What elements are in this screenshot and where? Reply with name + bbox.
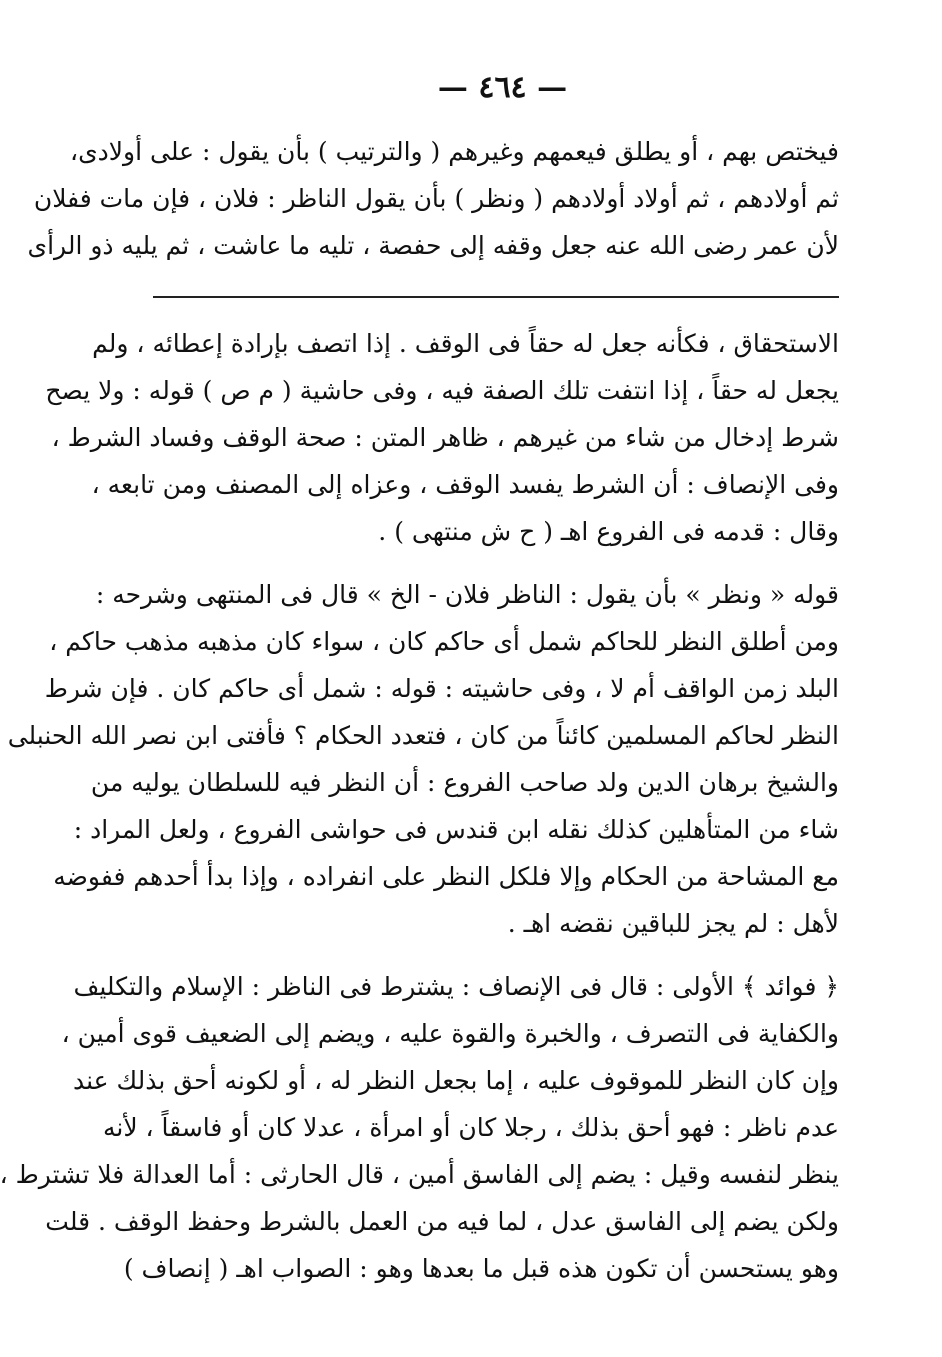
paragraph-gap	[161, 555, 839, 571]
footnote-paragraph	[7, 571, 839, 947]
footnote-line: والشيخ برهان الدين ولد صاحب الفروع : أن النظر فيه للسلطان يوليه من	[90, 768, 839, 797]
footnote-line: وإن كان النظر للموقوف عليه ، إما بجعل النظر له ، أو لكونه أحق بذلك عند	[73, 1066, 839, 1095]
footnote-line: يجعل له حقاً ، إذا انتفت تلك الصفة فيه ، وفى حاشية ( م ص ) قوله : ولا يصح	[45, 376, 839, 405]
footnote-line: ﴿ فوائد ﴾ الأولى : قال فى الإنصاف : يشترط فى الناظر : الإسلام والتكليف	[73, 972, 839, 1001]
footnote-paragraph	[45, 320, 839, 555]
main-text-line: فيختص بهم ، أو يطلق فيعمهم وغيرهم ( والترتيب ) بأن يقول : على أولادى،	[70, 137, 839, 166]
footnote-line: البلد زمن الواقف أم لا ، وفى حاشيته : قوله : شمل أى حاكم كان . فإن شرط	[44, 674, 839, 703]
main-text-line: ثم أولادهم ، ثم أولاد أولادهم ( ونظر ) بأن يقول الناظر : فلان ، فإن مات ففلان	[33, 184, 839, 213]
main-text-line: لأن عمر رضى الله عنه جعل وقفه إلى حفصة ، تليه ما عاشت ، ثم يليه ذو الرأى	[27, 231, 839, 260]
footnote-line: الاستحقاق ، فكأنه جعل له حقاً فى الوقف . إذا اتصف بإرادة إعطائه ، ولم	[92, 329, 839, 358]
footnote-line: مع المشاحة من الحكام وإلا فلكل النظر على انفراده ، وإذا بدأ أحدهم ففوضه	[53, 862, 839, 891]
footnote-line: النظر لحاكم المسلمين كائناً من كان ، فتعدد الحكام ؟ فأفتى ابن نصر الله الحنبلى	[7, 721, 839, 750]
footnote-paragraph	[0, 963, 839, 1292]
footnote-divider	[153, 296, 839, 298]
footnotes-block	[0, 320, 839, 1292]
footnote-line: والكفاية فى التصرف ، والخبرة والقوة عليه ، ويضم إلى الضعيف قوى أمين ،	[61, 1019, 839, 1048]
footnote-line: وهو يستحسن أن تكون هذه قبل ما بعدها وهو : الصواب اهـ ( إنصاف )	[123, 1254, 839, 1283]
footnote-line: ينظر لنفسه وقيل : يضم إلى الفاسق أمين ، قال الحارثى : أما العدالة فلا تشترط ،	[0, 1160, 839, 1189]
main-text-block	[27, 128, 839, 269]
footnote-line: قوله « ونظر » بأن يقول : الناظر فلان - الخ » قال فى المنتهى وشرحه :	[95, 580, 839, 609]
footnote-line: لأهل : لم يجز للباقين نقضه اهـ .	[507, 909, 839, 938]
footnote-line: ومن أطلق النظر للحاكم شمل أى حاكم كان ، سواء كان مذهبه مذهب حاكم ،	[49, 627, 839, 656]
footnote-line: ولكن يضم إلى الفاسق عدل ، لما فيه من العمل بالشرط وحفظ الوقف . قلت	[45, 1207, 839, 1236]
footnote-line: شرط إدخال من شاء من غيرهم ، ظاهر المتن : صحة الوقف وفساد الشرط ،	[51, 423, 839, 452]
paragraph-gap	[161, 947, 839, 963]
footnote-line: شاء من المتأهلين كذلك نقله ابن قندس فى حواشى الفروع ، ولعل المراد :	[73, 815, 839, 844]
page-number: — ٤٦٤ —	[437, 70, 568, 105]
footnote-line: وقال : قدمه فى الفروع اهـ ( ح ش منتهى ) .	[378, 517, 839, 546]
footnote-line: عدم ناظر : فهو أحق بذلك ، رجلا كان أو امرأة ، عدلا كان أو فاسقاً ، لأنه	[102, 1113, 839, 1142]
footnote-line: وفى الإنصاف : أن الشرط يفسد الوقف ، وعزاه إلى المصنف ومن تابعه ،	[91, 470, 839, 499]
